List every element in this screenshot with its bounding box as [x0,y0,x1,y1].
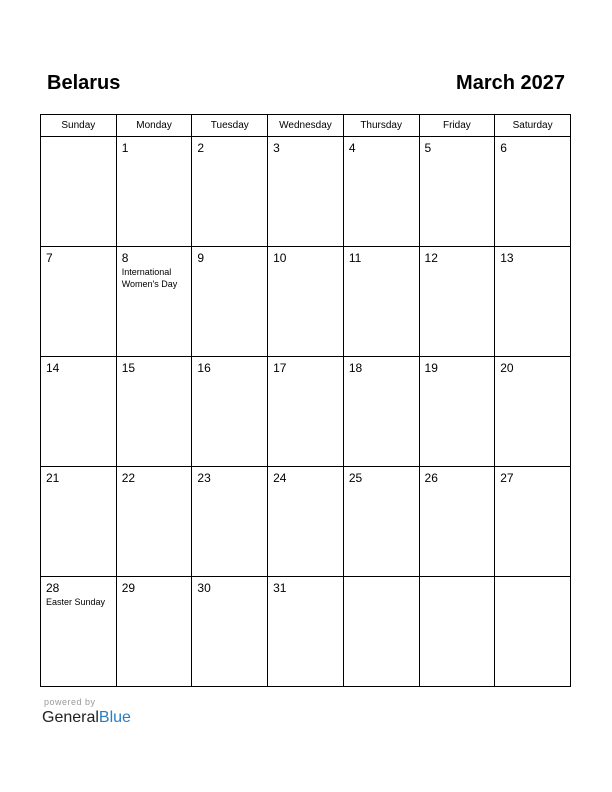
day-number: 2 [197,141,205,155]
holiday-label: Easter Sunday [46,597,106,607]
day-cell [343,357,419,467]
day-cell [495,357,571,467]
day-number: 10 [273,251,287,265]
weekday-friday: Friday [419,115,495,137]
day-cell [192,577,268,687]
day-number: 14 [46,361,60,375]
day-cell [343,467,419,577]
day-number: 19 [424,361,438,375]
day-number: 7 [46,251,53,265]
weekday-header-row [41,115,571,137]
weekday-saturday: Saturday [495,115,571,137]
day-cell [419,467,495,577]
day-cell [192,467,268,577]
day-cell [419,247,495,357]
weekday-tuesday: Tuesday [192,115,268,137]
day-cell [268,137,344,247]
day-cell [419,137,495,247]
day-number: 23 [197,471,211,485]
day-number: 20 [500,361,514,375]
day-number: 3 [273,141,280,155]
logo-text-blue: Blue [98,709,131,726]
day-cell [495,137,571,247]
week-row [41,247,571,357]
weekday-sunday: Sunday [41,115,117,137]
day-cell [116,577,192,687]
day-cell [192,357,268,467]
month-title: March 2027 [456,72,565,94]
day-number: 22 [121,471,136,485]
week-row [41,467,571,577]
day-number: 31 [273,581,287,595]
day-number: 5 [424,141,432,155]
generalblue-logo[interactable] [42,709,131,727]
day-cell [192,247,268,357]
day-cell [41,247,117,357]
day-cell [343,577,419,687]
day-number: 17 [273,361,287,375]
day-cell [41,577,117,687]
day-cell [116,247,192,357]
week-row [41,577,571,687]
day-number: 9 [197,251,205,265]
day-number: 21 [46,471,60,485]
day-cell [268,467,344,577]
day-cell [495,577,571,687]
day-number: 16 [197,361,211,375]
day-number: 11 [348,251,362,265]
day-cell [343,247,419,357]
day-cell [495,467,571,577]
powered-by-text: powered by [44,697,96,707]
day-cell [41,357,117,467]
day-number: 15 [121,361,136,375]
country-title: Belarus [47,72,121,94]
day-cell [41,467,117,577]
day-number: 13 [500,251,514,265]
day-cell [116,137,192,247]
day-cell [116,467,192,577]
day-number: 4 [348,141,356,155]
week-row [41,137,571,247]
day-number: 30 [197,581,211,595]
day-cell [268,577,344,687]
day-number: 18 [348,361,363,375]
day-number: 25 [348,471,363,485]
day-cell [116,357,192,467]
day-cell [41,137,117,247]
weekday-thursday: Thursday [343,115,419,137]
day-cell [495,247,571,357]
day-cell [268,247,344,357]
day-number: 1 [121,141,129,155]
day-number: 26 [424,471,438,485]
day-number: 29 [121,581,136,595]
logo-text-general: General [42,709,99,726]
weekday-monday: Monday [116,115,192,137]
day-cell [268,357,344,467]
day-number: 27 [500,471,514,485]
calendar-grid [40,114,571,687]
day-number: 28 [46,581,60,595]
day-number: 24 [273,471,287,485]
weekday-wednesday: Wednesday [268,115,344,137]
day-cell [419,357,495,467]
day-number: 12 [424,251,438,265]
day-cell [192,137,268,247]
day-cell [419,577,495,687]
day-number: 6 [500,141,507,155]
day-number: 8 [121,251,129,265]
holiday-label: International Women's Day [121,267,178,289]
day-cell [343,137,419,247]
week-row [41,357,571,467]
